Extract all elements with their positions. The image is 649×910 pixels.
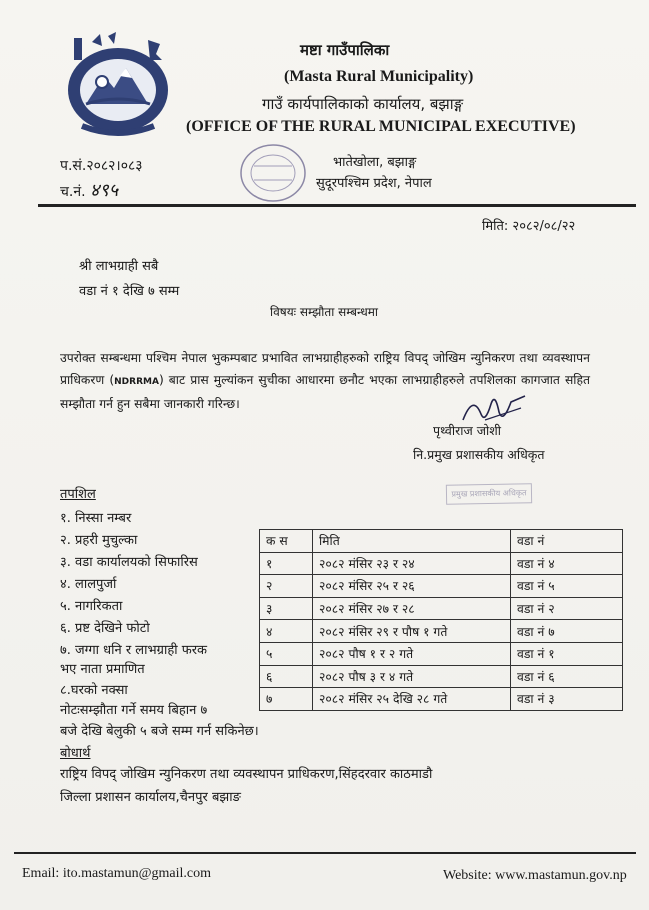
annex-item: भए नाता प्रमाणित: [60, 662, 145, 677]
table-cell: २०८२ मंसिर २७ र २८: [313, 597, 511, 620]
column-header: वडा नं: [511, 530, 623, 553]
note-line-1: नोटःसम्झौता गर्ने समय बिहान ७: [60, 703, 208, 718]
table-cell: २०८२ मंसिर २५ देखि २८ गते: [313, 688, 511, 711]
table-cell: ३: [260, 597, 313, 620]
office-seal-icon: [238, 142, 308, 204]
table-cell: वडा नं ६: [511, 665, 623, 688]
dispatch-label: च.नं.: [60, 184, 86, 200]
table-row: [260, 665, 623, 688]
table-cell: वडा नं २: [511, 597, 623, 620]
address-line-1: भातेखोला, बझाङ्ग: [333, 155, 417, 170]
table-cell: २०८२ मंसिर २५ र २६: [313, 575, 511, 598]
annex-item: ६. प्रष्ट देखिने फोटो: [60, 621, 150, 636]
dispatch-value: ४९५: [90, 180, 119, 201]
table-row: [260, 552, 623, 575]
annex-item: २. प्रहरी मुचुल्का: [60, 533, 138, 548]
table-cell: वडा नं ३: [511, 688, 623, 711]
office-name-nepali: गाउँ कार्यपालिकाको कार्यालय, बझाङ्ग: [262, 95, 464, 113]
address-line-2: सुदूरपश्चिम प्रदेश, नेपाल: [316, 176, 432, 191]
body-abbreviation: NDRRMA: [114, 377, 159, 387]
body-part-1: उपरोक्त सम्बन्धमा पश्चिम नेपाल भुकम्पबाट प्रभावित लाभग्राहीहरुको राष्ट्रिय विपद् जोखिम न्युनिकरण तथा व्यवस्थापन प्राधिकरण (: [60, 351, 590, 387]
letter-date: मिति: २०८२/०८/२२: [482, 219, 576, 234]
body-part-2: ) बाट प्रास मुल्यांकन सुचीका आधारमा छनौट भएका लाभग्राहीहरुले तपशिलका कागजात सहित सम्झौता गर्न हुन सबैमा जानकारी गरिन्छ।: [60, 373, 591, 411]
table-cell: २: [260, 575, 313, 598]
table-cell: वडा नं ४: [511, 552, 623, 575]
footer-email: Email: ito.mastamun@gmail.com: [22, 866, 212, 881]
table-cell: २०८२ मंसिर २९ र पौष १ गते: [313, 620, 511, 643]
municipality-name-english: (Masta Rural Municipality): [284, 68, 474, 85]
table-header-row: [260, 530, 623, 553]
signatory-title: नि.प्रमुख प्रशासकीय अधिकृत: [413, 447, 545, 462]
table-cell: २०८२ पौष १ र २ गते: [313, 642, 511, 665]
table-cell: २०८२ पौष ३ र ४ गते: [313, 665, 511, 688]
footer-divider: [14, 852, 636, 854]
recipient-line-2: वडा नं १ देखि ७ सम्म: [79, 284, 180, 299]
table-row: [260, 642, 623, 665]
cc-heading: बोधार्थ: [60, 746, 91, 761]
office-name-english: (OFFICE OF THE RURAL MUNICIPAL EXECUTIVE): [186, 118, 576, 135]
table-cell: ६: [260, 665, 313, 688]
annex-heading: तपशिल: [60, 487, 96, 502]
table-row: [260, 688, 623, 711]
cc-recipient-1: राष्ट्रिय विपद् जोखिम न्युनिकरण तथा व्यवस्थापन प्राधिकरण,सिंहदरवार काठमाडौ: [60, 767, 433, 782]
table-cell: ५: [260, 642, 313, 665]
header-divider: [38, 204, 636, 207]
agreement-schedule-table: [259, 529, 623, 711]
table-cell: वडा नं १: [511, 642, 623, 665]
annex-item: ४. लालपुर्जा: [60, 577, 117, 592]
table-cell: वडा नं ७: [511, 620, 623, 643]
dispatch-number: [60, 178, 118, 202]
reference-number: प.सं.२०८२।०८३: [60, 158, 143, 174]
footer-website: Website: www.mastamun.gov.np: [443, 868, 627, 883]
signatory-stamp: प्रमुख प्रशासकीय अधिकृत: [446, 483, 532, 504]
table-row: [260, 620, 623, 643]
cc-recipient-2: जिल्ला प्रशासन कार्यालय,चैनपुर बझाङ: [60, 790, 241, 805]
table-row: [260, 575, 623, 598]
annex-item: ३. वडा कार्यालयको सिफारिस: [60, 555, 198, 570]
table-cell: २०८२ मंसिर २३ र २४: [313, 552, 511, 575]
table-cell: ७: [260, 688, 313, 711]
recipient-line-1: श्री लाभग्राही सबै: [79, 259, 159, 274]
annex-item: १. निस्सा नम्बर: [60, 511, 132, 526]
column-header: मिति: [313, 530, 511, 553]
municipality-emblem-icon: [62, 30, 174, 138]
annex-item: ७. जग्गा धनि र लाभग्राही फरक: [60, 643, 208, 658]
signatory-name: पृथ्वीराज जोशी: [433, 423, 501, 438]
table-cell: ४: [260, 620, 313, 643]
annex-item: ५. नागरिकता: [60, 599, 123, 614]
municipality-name-nepali: मष्टा गाउँपालिका: [300, 41, 390, 59]
column-header: क स: [260, 530, 313, 553]
table-row: [260, 597, 623, 620]
table-cell: वडा नं ५: [511, 575, 623, 598]
note-line-2: बजे देखि बेलुकी ५ बजे सम्म गर्न सकिनेछ।: [60, 724, 259, 739]
letter-subject: विषयः सम्झौता सम्बन्धमा: [270, 305, 379, 319]
annex-item: ८.घरको नक्सा: [60, 683, 128, 698]
table-cell: १: [260, 552, 313, 575]
